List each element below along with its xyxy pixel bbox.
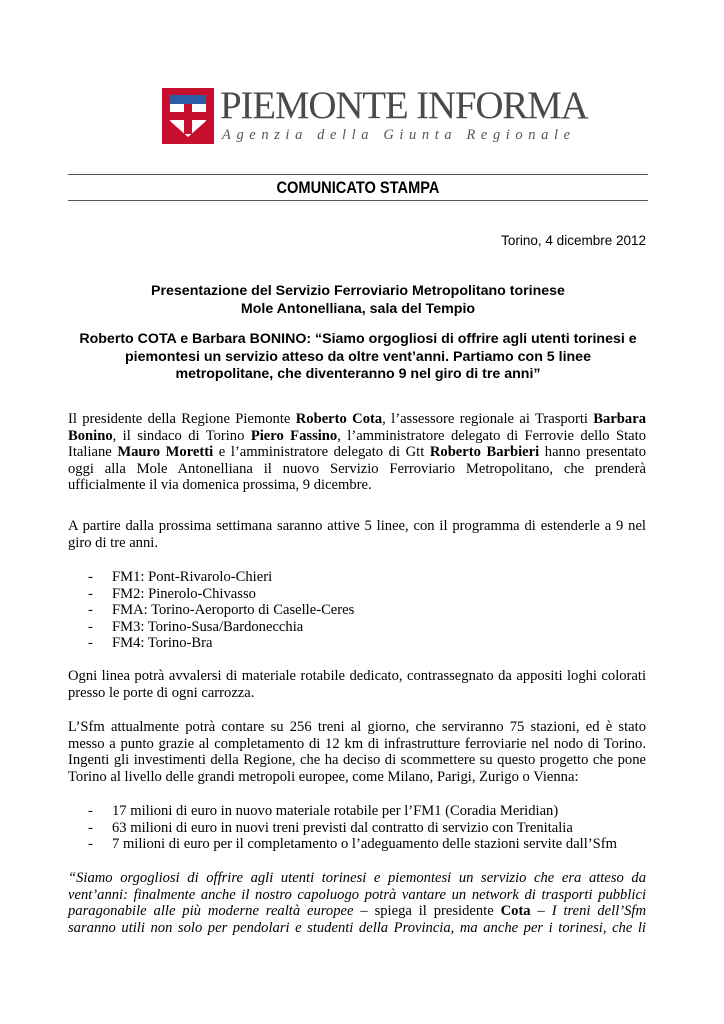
logo-subtitle: Agenzia della Giunta Regionale [222,127,576,143]
person-name: Barbara [593,411,646,427]
event-location: Mole Antonelliana, sala del Tempio [240,300,476,317]
section-title: COMUNICATO STAMPA [276,178,440,197]
quote-line: metropolitane, che diventeranno 9 nel giro di tre anni” [175,366,541,382]
press-date: Torino, 4 dicembre 2012 [501,233,646,248]
logo-title: PIEMONTE INFORMA [220,84,588,127]
quote-paragraph: “Siamo orgogliosi di offrire agli utenti torinesi e piemontesi un servizio che era atteso da vent’anni: finalmente anche il nostro capoluogo potrà vantare un network di trasporti pubblici paragonabile alle più moderne realtà europee – spiega il presidente Cota – I treni dell’Sfm saranno utili non solo per pendolari e studenti della Provincia, ma anche per i torinesi, che li [68,870,647,936]
person-name: Cota [500,903,531,919]
service-paragraph: L’Sfm attualmente potrà contare su 256 treni al giorno, che serviranno 75 stazioni, ed è stato messo a punto grazie al completamento di 12 km di infrastrutture ferroviarie nel nodo di Torino. Ingenti gli investimenti della Regione, che ha deciso di scommettere su questo progetto che pone Torino al livello delle grandi metropoli europee, come Milano, Parigi, Zurigo o Vienna: [68,719,646,785]
quote-line: Roberto COTA e Barbara BONINO: “Siamo orgogliosi di offrire agli utenti torinesi e [79,331,637,347]
quote-line: piemontesi un servizio atteso da oltre vent’anni. Partiamo con 5 linee [125,348,591,365]
piemonte-coat-of-arms-icon [162,88,214,144]
person-name: Roberto Barbieri [429,444,540,460]
list-item: - 63 milioni di euro in nuovi treni previsti dal contratto di servizio con Trenitalia [88,820,617,837]
list-item: - FM3: Torino-Susa/Bardonecchia [88,619,354,636]
person-name: Piero Fassino [250,427,338,444]
list-item: - FM4: Torino-Bra [88,635,354,652]
top-divider [68,174,648,175]
list-item: - FM1: Pont-Rivarolo-Chieri [88,569,354,586]
person-name: Roberto Cota [295,411,383,427]
investments-list [88,803,617,853]
list-item: - FMA: Torino-Aeroporto di Caselle-Ceres [88,602,354,619]
quote-headline [68,331,648,384]
event-headline [68,283,648,318]
list-item: - 17 milioni di euro in nuovo materiale rotabile per l’FM1 (Coradia Meridian) [88,803,617,820]
person-name: Mauro Moretti [117,444,214,460]
person-name: Bonino [68,427,113,444]
list-item: - 7 milioni di euro per il completamento o l’adeguamento delle stazioni servite dall’Sfm [88,836,617,853]
event-title: Presentazione del Servizio Ferroviario Metropolitano torinese [151,283,565,299]
list-item: - FM2: Pinerolo-Chivasso [88,586,354,603]
railway-lines-list [88,569,354,652]
piemonte-informa-logo [162,84,588,144]
bottom-divider [68,200,648,201]
intro-paragraph: Il presidente della Regione Piemonte Roberto Cota, l’assessore regionale ai Trasporti Barbara Bonino, il sindaco di Torino Piero Fassino, l’amministratore delegato di Ferrovie dello Stato Italiane Mauro Moretti e l’amministratore delegato di Gtt Roberto Barbieri hanno presentato oggi alla Mole Antonelliana il nuovo Servizio Ferroviario Metropolitano, che prenderà ufficialmente il via domenica prossima, 9 dicembre. [68,411,647,493]
rolling-stock-paragraph: Ogni linea potrà avvalersi di materiale rotabile dedicato, contrassegnato da appositi loghi colorati presso le porte di ogni carrozza. [68,668,646,701]
lines-intro-paragraph: A partire dalla prossima settimana saranno attive 5 linee, con il programma di estenderle a 9 nel giro di tre anni. [68,518,646,551]
